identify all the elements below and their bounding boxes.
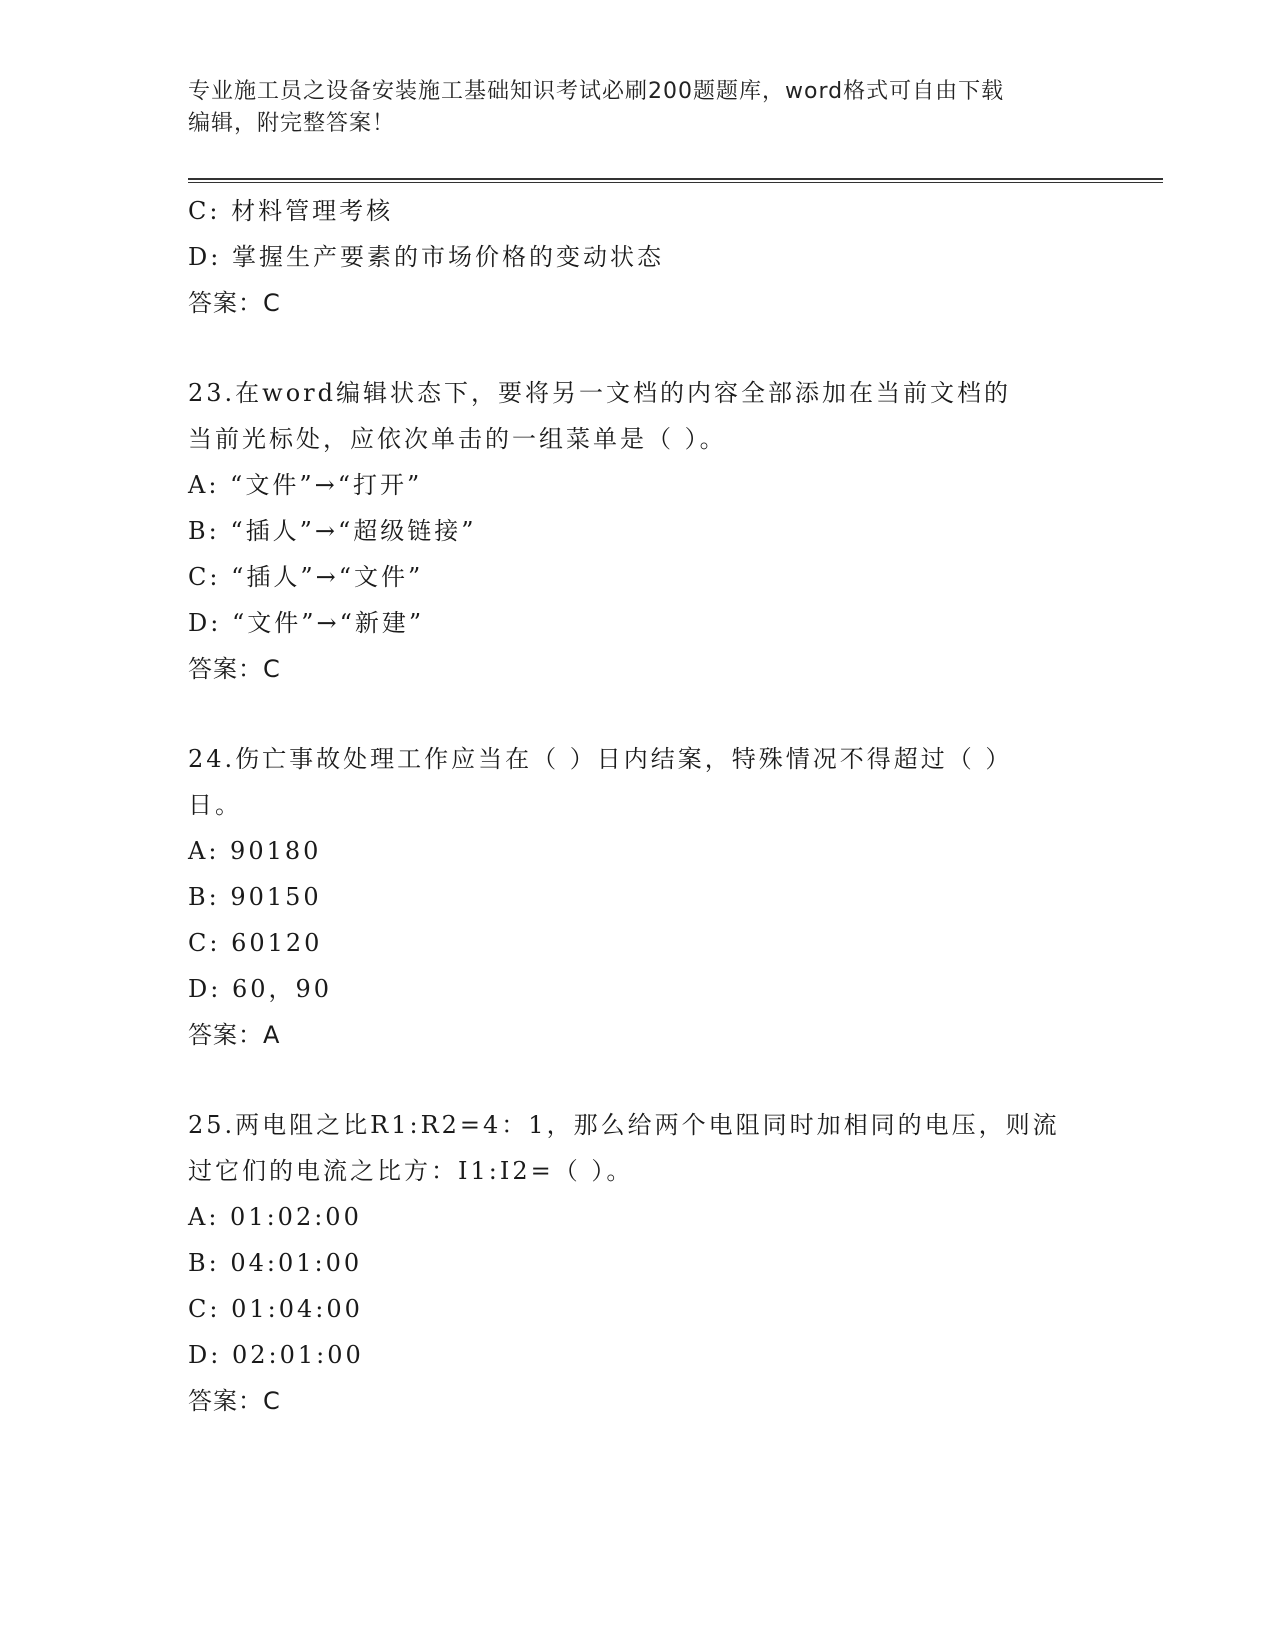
question-stem-line-2: 过它们的电流之比方：I1:I2=（ ）。 [188,1157,634,1185]
answer-line: 答案：C [188,289,281,317]
option-d: D: 60，90 [188,975,333,1003]
option-c: C: 材料管理考核 [188,197,394,225]
option-d: D: “文件”→“新建” [188,609,425,637]
option-b: B: 90150 [188,883,322,911]
continued-question [188,188,1088,326]
answer-line: 答案：A [188,1021,281,1049]
question-stem-line-2: 日。 [188,791,242,819]
document-body [188,188,1088,1424]
option-d: D: 掌握生产要素的市场价格的变动状态 [188,243,664,271]
option-a: A: “文件”→“打开” [188,471,423,499]
question-25 [188,1102,1088,1424]
option-b: B: “插人”→“超级链接” [188,517,477,545]
question-stem-line-1: 25.两电阻之比R1:R2=4：1，那么给两个电阻同时加相同的电压，则流 [188,1111,1060,1139]
answer-line: 答案：C [188,655,281,683]
question-23 [188,370,1088,692]
question-stem-line-2: 当前光标处，应依次单击的一组菜单是（ ）。 [188,425,727,453]
option-a: A: 01:02:00 [188,1203,362,1231]
option-a: A: 90180 [188,837,322,865]
option-c: C: 60120 [188,929,323,957]
question-stem-line-1: 23.在word编辑状态下，要将另一文档的内容全部添加在当前文档的 [188,379,1011,407]
option-c: C: “插人”→“文件” [188,563,424,591]
question-stem-line-1: 24.伤亡事故处理工作应当在（ ）日内结案，特殊情况不得超过（ ） [188,745,1013,773]
document-header [188,76,1088,140]
answer-line: 答案：C [188,1387,281,1415]
header-line-2: 编辑，附完整答案！ [188,111,396,136]
question-24 [188,736,1088,1058]
option-d: D: 02:01:00 [188,1341,364,1369]
header-divider [188,178,1163,183]
header-line-1: 专业施工员之设备安装施工基础知识考试必刷200题题库，word格式可自由下载 [188,79,1005,104]
option-c: C: 01:04:00 [188,1295,363,1323]
option-b: B: 04:01:00 [188,1249,363,1277]
